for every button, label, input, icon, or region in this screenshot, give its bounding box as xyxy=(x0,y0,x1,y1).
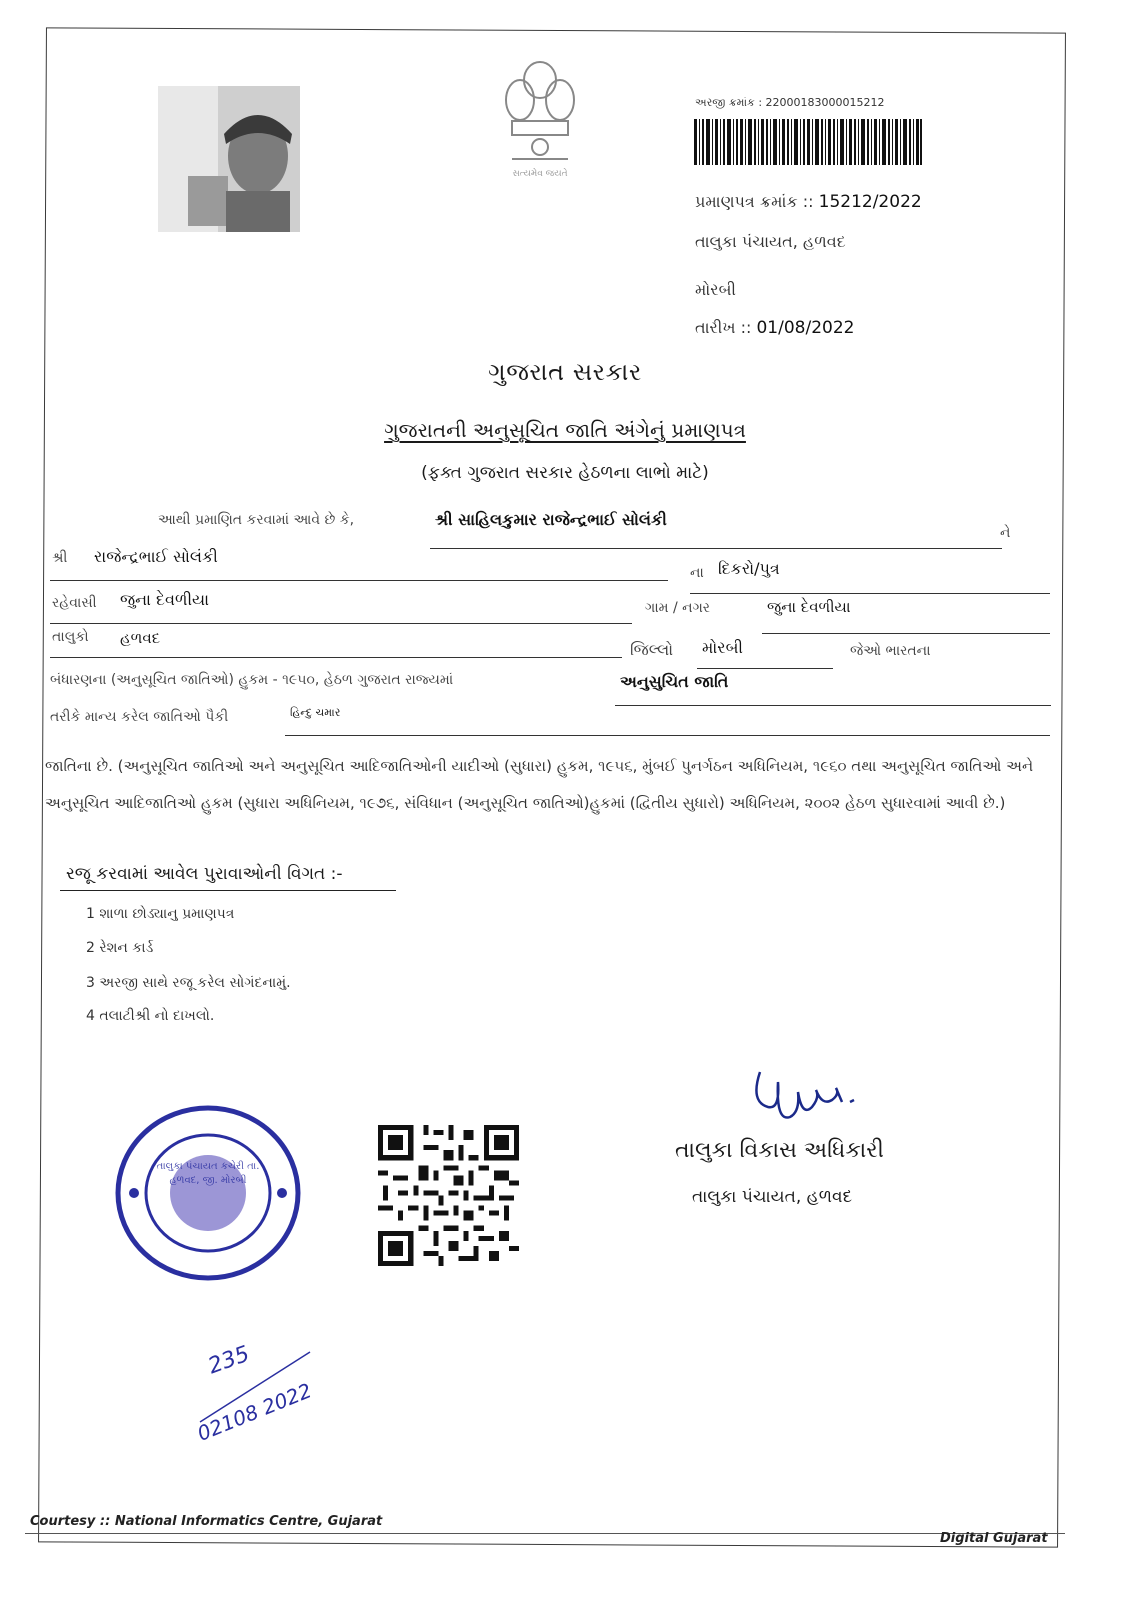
issue-date: 01/08/2022 xyxy=(756,318,855,338)
evidence-heading-underline xyxy=(60,890,396,891)
category: અનુસુચિત જાતિ xyxy=(620,672,729,691)
district-label: જિલ્લો xyxy=(630,640,674,659)
relation-line xyxy=(690,593,1050,594)
evidence-heading: રજૂ કરવામાં આવેલ પુરાવાઓની વિગત :- xyxy=(66,864,343,884)
document-title: ગુજરાત સરકાર xyxy=(488,358,642,386)
district-line xyxy=(697,668,833,669)
courtesy-text: Courtesy :: National Informatics Centre, Gujarat xyxy=(30,1514,383,1529)
handwritten-number: 235 xyxy=(204,1341,254,1380)
certificate-number-row xyxy=(695,192,922,212)
office-stamp xyxy=(108,1098,308,1288)
taluka-line xyxy=(50,657,622,658)
resident-label: રહેવાસી xyxy=(52,595,97,611)
certificate-number: 15212/2022 xyxy=(818,192,922,212)
residence-line xyxy=(50,623,632,624)
stamp-text: તાલુકા પંચાયત કચેરી તા. હળવદ, જી. મોરબી xyxy=(156,1161,260,1186)
father-name: રાજેન્દ્રભાઈ સોલંકી xyxy=(94,547,218,566)
village: જુના દેવળીયા xyxy=(767,598,851,616)
suffix-ne: ને xyxy=(1000,525,1011,541)
applicant-name: શ્રી સાહિલકુમાર રાજેન્દ્રભાઈ સોલંકી xyxy=(435,510,667,529)
signatory-office: તાલુકા પંચાયત, હળવદ xyxy=(692,1187,853,1207)
document-subtitle-text: ગુજરાતની અનુસૂચિત જાતિ અંગેનું પ્રમાણપત્ર xyxy=(384,418,746,442)
document-subtitle xyxy=(0,418,1130,442)
intro-text: આથી પ્રમાણિત કરવામાં આવે છે કે, xyxy=(158,512,355,528)
handwritten-note xyxy=(190,1340,350,1460)
order-text: બંધારણના (અનુસૂચિત જાતિઓ) હુકમ - ૧૯૫૦, હેઠળ ગુજરાત રાજ્યમાં xyxy=(50,672,454,688)
evidence-item: 3 અરજી સાથે રજૂ કરેલ સોગંદનામું. xyxy=(86,975,291,991)
category-line xyxy=(615,705,1051,706)
india-text: જેઓ ભારતના xyxy=(850,643,931,659)
usage-note: (ફક્ત ગુજરાત સરકાર હેઠળના લાભો માટે) xyxy=(421,463,709,483)
issuing-office: તાલુકા પંચાયત, હળવદ xyxy=(695,232,846,251)
certificate-number-label: પ્રમાણપત્ર ક્રમાંક :: xyxy=(695,192,819,211)
residence: જુના દેવળીયા xyxy=(120,590,210,609)
evidence-item: 1 શાળા છોડ્યાનુ પ્રમાણપત્ર xyxy=(86,906,235,922)
emblem-caption: સત્યમેવ જયતે xyxy=(512,169,568,179)
signatory-designation: તાલુકા વિકાસ અધિકારી xyxy=(675,1138,884,1163)
applicant-photo xyxy=(158,86,300,232)
father-name-line xyxy=(50,580,668,581)
taluka: હળવદ xyxy=(120,629,161,647)
shri-label: શ્રી xyxy=(52,550,68,566)
handwritten-date: 02108 2022 xyxy=(193,1378,315,1446)
relation: દિકરો/પુત્ર xyxy=(718,559,780,578)
issue-date-row xyxy=(695,318,854,338)
digital-gujarat-text: Digital Gujarat xyxy=(940,1531,1048,1546)
evidence-item: 2 રેશન કાર્ડ xyxy=(86,940,154,956)
village-line xyxy=(762,633,1050,634)
application-number: અરજી ક્રમાંક : 22000183000015212 xyxy=(695,96,885,109)
barcode xyxy=(694,119,922,165)
na-label: ના xyxy=(690,565,704,581)
caste-line xyxy=(285,735,1050,736)
evidence-item: 4 તલાટીશ્રી નો દાખલો. xyxy=(86,1008,215,1024)
applicant-name-line xyxy=(430,548,1002,549)
signature-scribble xyxy=(750,1062,870,1132)
footer-line xyxy=(25,1533,1065,1534)
district: મોરબી xyxy=(702,638,743,657)
national-emblem xyxy=(490,55,590,195)
village-label: ગામ / નગર xyxy=(645,600,711,616)
issue-date-label: તારીખ :: xyxy=(695,318,757,337)
caste: હિન્દુ ચમાર xyxy=(290,706,341,719)
legal-paragraph: જાતિના છે. (અનુસૂચિત જાતિઓ અને અનુસૂચિત આદિજાતિઓની યાદીઓ (સુધારા) હુકમ, ૧૯૫૬, મુંબઈ પુનર્ગઠન અધિનિયમ, ૧૯૬૦ તથા અનુસૂચિત જાતિઓ અને અનુસૂચિત આદિજાતિઓ હુકમ (સુધારા અધિનિયમ, ૧૯૭૬, સંવિધાન (અનુસૂચિત જાતિઓ)હુકમાં (દ્વિતીય સુધારો) અધિનિયમ, ૨૦૦૨ હેઠળ સુધારવામાં આવી છે.) xyxy=(45,757,1034,812)
recognised-text: તરીકે માન્ય કરેલ જાતિઓ પૈકી xyxy=(50,709,229,725)
qr-code xyxy=(378,1125,519,1266)
taluka-label: તાલુકો xyxy=(52,629,89,645)
issuing-district: મોરબી xyxy=(695,280,736,299)
